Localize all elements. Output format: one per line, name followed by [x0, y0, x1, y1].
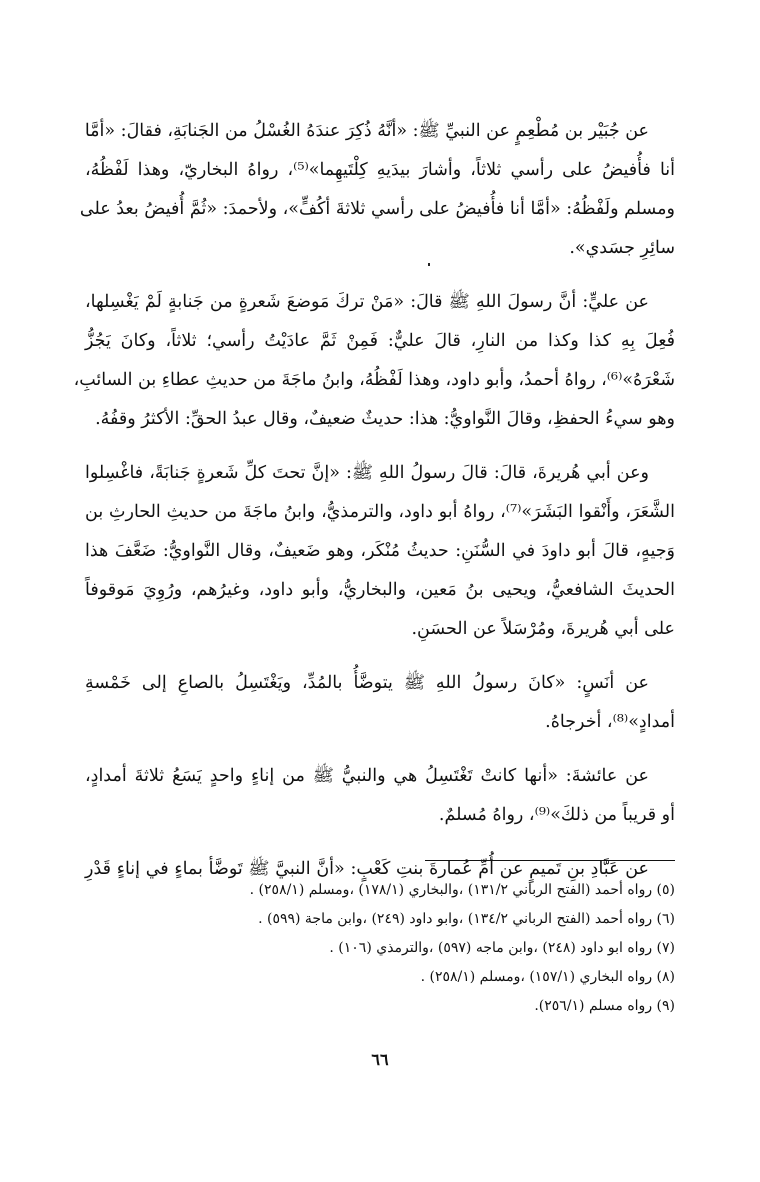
text-line: أمدادٍ»⁽⁸⁾، أخرجاهُ.: [545, 712, 675, 732]
paragraph-aisha: [85, 757, 675, 835]
text-line: عن أنَسٍ: «كانَ رسولُ اللهِ ﷺ يتوضَّأُ بالمُدِّ، ويَغْتَسِلُ بالصاعِ إلى خَمْسةِ: [85, 673, 649, 693]
footnotes: [140, 876, 675, 1021]
footnote-separator: [425, 860, 675, 861]
text-line: وهو سيءُ الحفظِ، وقالَ النَّواويُّ: هذا: حديثٌ ضعيفٌ، وقال عبدُ الحقِّ: الأكثرُ وقفُهُ.: [95, 409, 675, 429]
text-line: عن عَبَّادِ بنِ تَميمٍ عن أُمِّ عُمارةَ بنتِ كَعْبٍ: «أنَّ النبيَّ ﷺ تَوضَّأ بماءٍ في إناءٍ قَدْرِ: [85, 859, 649, 879]
text-line: عن عليٍّ: أنَّ رسولَ اللهِ ﷺ قالَ: «مَنْ تركَ مَوضعَ شَعرةٍ من جَنابةٍ لَمْ يَغْسِلها،: [85, 292, 649, 312]
text-line: وعن أبي هُريرةَ، قالَ: قالَ رسولُ اللهِ ﷺ: «إنَّ تحتَ كلِّ شَعرةٍ جَنابَةً، فاغْسِلوا: [85, 463, 649, 483]
paragraph-ali: [73, 283, 675, 439]
main-text: [73, 112, 676, 904]
paragraph-abu-hurayra: [85, 454, 675, 649]
text-line: عن عائشةَ: «أنها كانتْ تَغْتَسِلُ هي والنبيُّ ﷺ من إناءٍ واحدٍ يَسَعُ ثلاثةَ أمدادٍ،: [85, 766, 649, 786]
text-line: فُعِلَ بِهِ كذا وكذا من النارِ، قالَ عليٌّ: فَمِنْ ثَمَّ عادَيْتُ رأسي؛ ثلاثاً، وكانَ يَجُزُّ: [85, 331, 675, 351]
paragraph-anas: [85, 664, 675, 742]
text-line: أنا فأُفيضُ على رأسي ثلاثاً، وأشارَ بيدَيهِ كِلْتَيهِما»⁽⁵⁾، رواهُ البخاريّ، وهذا لَفْظُهُ،: [85, 160, 676, 180]
text-line: ومسلم ولَفْظُهُ: «أمَّا أنا فأُفيضُ على رأسي ثلاثةَ أكُفٍّ»، ولأحمدَ: «ثُمَّ أُفيضُ بعدُ على: [79, 199, 675, 219]
footnote-5: (٥) رواه أحمد (الفتح الرباني ١٣١/٢) ،والبخاري (١٧٨/١) ،ومسلم (٢٥٨/١) .: [249, 882, 675, 898]
print-speck: [428, 263, 430, 266]
text-line: سائِرِ جسَدي».: [569, 238, 675, 258]
text-line: وَجيهٍ، قالَ أبو داودَ في السُّنَنِ: حديثُ مُنْكَر، وهو ضَعيفٌ، وقال النَّواويُّ: ضَعَّفَ هذا: [85, 541, 675, 561]
page-number: ٦٦: [371, 1050, 389, 1069]
text-line: على أبي هُريرةَ، ومُرْسَلاً عن الحسَنِ.: [411, 619, 675, 639]
footnote-9: (٩) رواه مسلم (٢٥٦/١).: [534, 998, 675, 1014]
text-line: الشَّعَرَ، وأَنْقوا البَشَرَ»⁽⁷⁾، رواهُ أبو داود، والترمذيُّ، وابنُ ماجَةَ من حديثِ الحارثِ بن: [85, 502, 675, 522]
paragraph-jubayr: [79, 112, 676, 268]
footnote-8: (٨) رواه البخاري (١٥٧/١) ،ومسلم (٢٥٨/١) .: [420, 969, 675, 985]
text-line: عن جُبَيْر بن مُطْعِمٍ عن النبيِّ ﷺ: «أنَّهُ ذُكِرَ عندَهُ الغُسْلُ من الجَنابَةِ، فقالَ: «أمَّا: [84, 121, 649, 141]
text-line: الحديثَ الشافعيُّ، ويحيى بنُ مَعين، والبخاريُّ، وأبو داود، وغيرُهم، ورُوِيَ مَوقوفاً: [85, 580, 675, 600]
footnote-7: (٧) رواه ابو داود (٢٤٨) ،وابن ماجه (٥٩٧) ،والترمذي (١٠٦) .: [329, 940, 675, 956]
text-line: أو قريباً من ذلكَ»⁽⁹⁾، رواهُ مُسلمٌ.: [438, 805, 675, 825]
text-line: شَعْرَهُ»⁽⁶⁾، رواهُ أحمدُ، وأبو داود، وهذا لَفْظُهُ، وابنُ ماجَةَ من حديثِ عطاءِ بن السائبِ،: [73, 370, 675, 390]
footnote-6: (٦) رواه أحمد (الفتح الرباني ١٣٤/٢) ،وابو داود (٢٤٩) ،وابن ماجة (٥٩٩) .: [258, 911, 675, 927]
